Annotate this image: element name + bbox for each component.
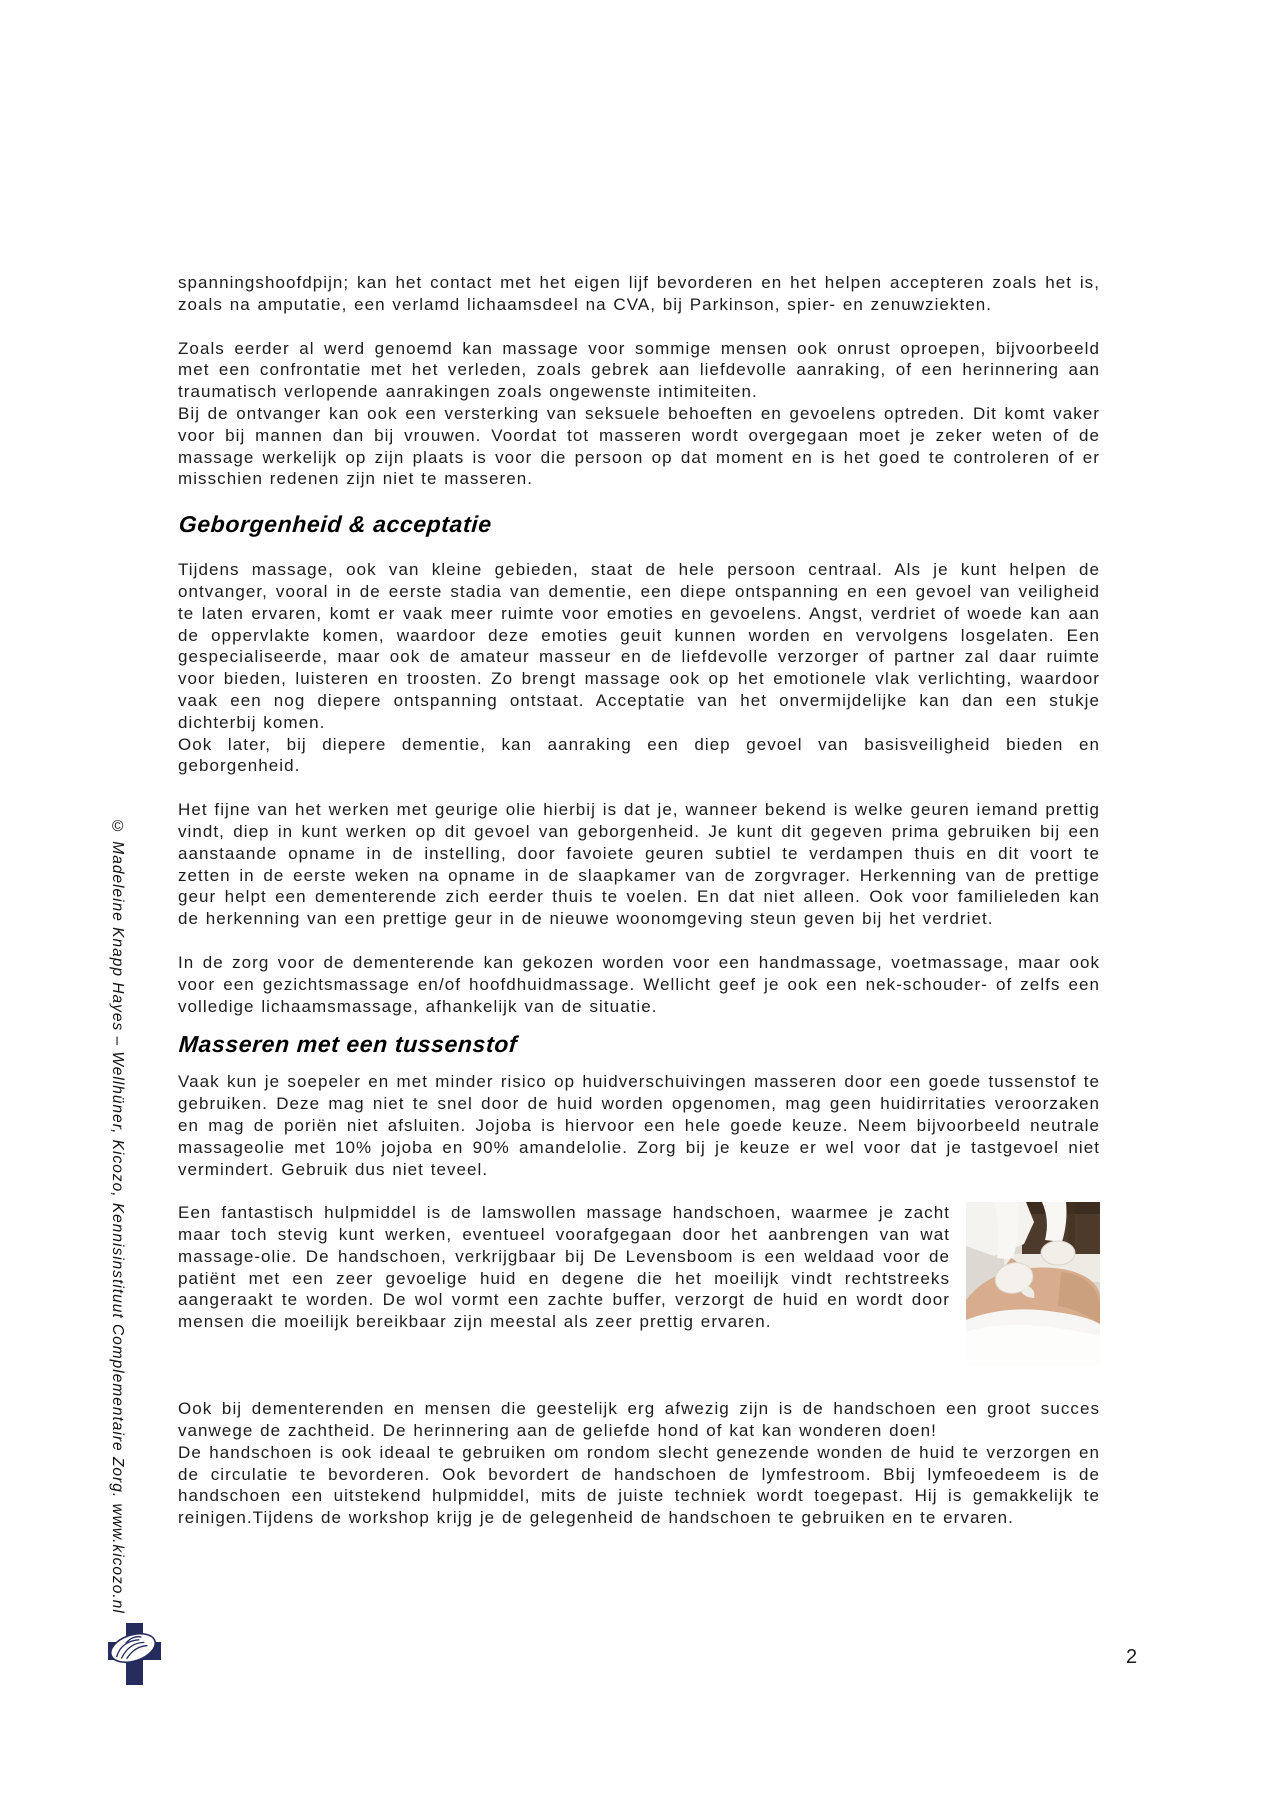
paragraph-1: spanningshoofdpijn; kan het contact met het eigen lijf bevorderen en het helpen accepteren zoals het is, zoals na amputatie, een verlamd lichaamsdeel na CVA, bij Parkinson, spier- en zenuwziekten.	[178, 273, 1100, 314]
paragraph-3a: Tijdens massage, ook van kleine gebieden, staat de hele persoon centraal. Als je kunt helpen de ontvanger, vooral in de eerste stadia van dementie, een diepe ontspanning en een gevoel van veiligheid te laten ervaren, komt er vaak meer ruimte voor emoties en gevoelens. Angst, verdriet of woede kan aan de oppervlakte komen, waardoor deze emoties geuit kunnen worden en vervolgens losgelaten. Een gespecialiseerde, maar ook de amateur masseur en de liefdevolle verzorger of partner zal daar ruimte voor bieden, luisteren en troosten. Zo brengt massage ook op het emotionele vlak verlichting, waardoor vaak een nog diepere ontspanning ontstaat. Acceptatie van het onvermijdelijke kan dan een stukje dichterbij komen.	[178, 560, 1100, 732]
massage-photo-illustration	[966, 1202, 1100, 1366]
paragraph-8b: De handschoen is ook ideaal te gebruiken om rondom slecht genezende wonden de huid te verzorgen en de circulatie te bevorderen. Ook bevordert de handschoen de lymfestroom. Bbij lymfeoedeem is de handschoen een uitstekend hulpmiddel, mits de juiste techniek wordt toegepast. Hij is gemakkelijk te reinigen.Tijdens de workshop krijg je de gelegenheid de handschoen te gebruiken en te ervaren.	[178, 1442, 1100, 1528]
paragraph-6: Vaak kun je soepeler en met minder risico op huidverschuivingen masseren door een goede tussenstof te gebruiken. Deze mag niet te snel door de huid worden opgenomen, mag geen huidirritaties veroorzaken en mag de poriën niet afsluiten. Jojoba is hiervoor een hele goede keuze. Neem bijvoorbeeld neutrale massageolie met 10% jojoba en 90% amandelolie. Zorg bij je keuze er wel voor dat je tastgevoel niet vermindert. Gebruik dus niet teveel.	[178, 1072, 1100, 1179]
paragraph-3b: Ook later, bij diepere dementie, kan aanraking een diep gevoel van basisveiligheid bieden en geborgenheid.	[178, 734, 1100, 776]
section-heading-tussenstof: Masseren met een tussenstof	[178, 1031, 519, 1058]
paragraph-7-with-photo	[178, 1202, 1100, 1376]
copyright-sidebar-text: © Madeleine Knapp Hayes – Wellhüner, Kicozo, Kennisinstituut Complementaire Zorg. www.kicozo.nl	[109, 818, 126, 1614]
paragraph-4: Het fijne van het werken met geurige olie hierbij is dat je, wanneer bekend is welke geuren iemand prettig vindt, diep in kunt werken op dit gevoel van geborgenheid. Je kunt dit gegeven prima gebruiken bij een aanstaande opname in de instelling, door favoiete geuren subtiel te verdampen thuis en dit voort te zetten in de eerste weken na opname in de slaapkamer van de zorgvrager. Herkenning van de prettige geur helpt een dementerende zich eerder thuis te voelen. En dat niet alleen. Ook voor familieleden kan de herkenning van een prettige geur in de nieuwe woonomgeving steun geven bij het verdriet.	[178, 800, 1100, 929]
document-body	[178, 272, 1100, 1529]
paragraph-2a: Zoals eerder al werd genoemd kan massage voor sommige mensen ook onrust oproepen, bijvoorbeeld met een confrontatie met het verleden, zoals gebrek aan liefdevolle aanraking, of een herinnering aan traumatisch verlopende aanrakingen zoals ongewenste intimiteiten.	[178, 338, 1100, 402]
massage-handschoen-photo	[966, 1202, 1100, 1366]
cross-logo-icon	[104, 1621, 162, 1689]
kicozo-cross-logo	[104, 1621, 162, 1689]
paragraph-7: Een fantastisch hulpmiddel is de lamswollen massage handschoen, waarmee je zacht maar toch stevig kunt werken, eventueel voorafgegaan door het aanbrengen van wat massage-olie. De handschoen, verkrijgbaar bij De Levensboom is een weldaad voor de patiënt met een zeer gevoelige huid en degene die het moeilijk vindt rechtstreeks aangeraakt te worden. De wol vormt een zachte buffer, verzorgt de huid en wordt door mensen die moeilijk bereikbaar zijn meestal als zeer prettig ervaren.	[178, 1203, 950, 1332]
page-number: 2	[1126, 1646, 1139, 1668]
paragraph-8a: Ook bij dementerenden en mensen die geestelijk erg afwezig zijn is de handschoen een groot succes vanwege de zachtheid. De herinnering aan de geliefde hond of kat kan wonderen doen!	[178, 1399, 1100, 1441]
section-heading-geborgenheid: Geborgenheid & acceptatie	[178, 511, 493, 538]
paragraph-2b: Bij de ontvanger kan ook een versterking van seksuele behoeften en gevoelens optreden. Dit komt vaker voor bij mannen dan bij vrouwen. Voordat tot masseren wordt overgegaan moet je zeker weten of de massage werkelijk op zijn plaats is voor die persoon op dat moment en is het goed te controleren of er misschien redenen zijn niet te masseren.	[178, 403, 1100, 489]
paragraph-5: In de zorg voor de dementerende kan gekozen worden voor een handmassage, voetmassage, maar ook voor een gezichtsmassage en/of hoofdhuidmassage. Wellicht geef je ook een nek-schouder- of zelfs een volledige lichaamsmassage, afhankelijk van de situatie.	[178, 952, 1100, 1016]
